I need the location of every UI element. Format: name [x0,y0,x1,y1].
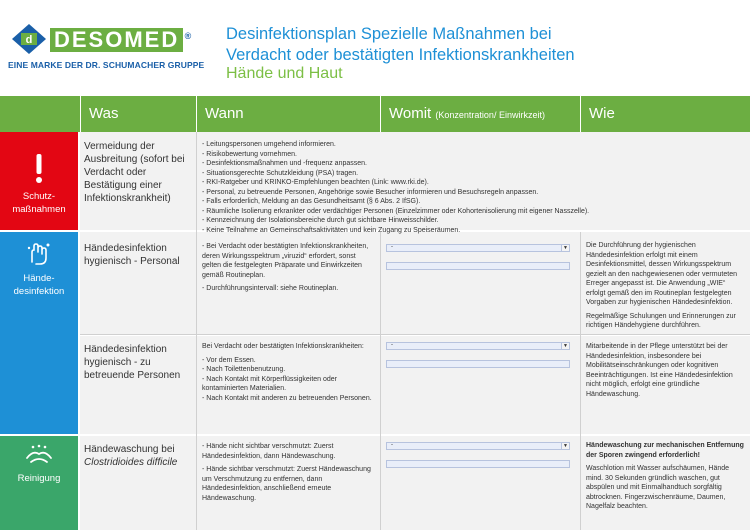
row2-wann-list: - Bei Verdacht oder bestätigten Infektionskrankheiten, deren Wirkungsspektrum „viruzid“ erfordert, sonst gelten die festgelegten Präparate und Einwirkzeiten gemäß Routineplan. - Durchführungsintervall: siehe Routineplan. [202,242,372,298]
column-header-was: Was [80,96,196,132]
row2-product-select[interactable]: - ▼ [386,244,570,252]
category-reinigung [0,436,78,530]
row3-wann: Bei Verdacht oder bestätigten Infektionskrankheiten: - Vor dem Essen. - Nach Toilettenbenutzung. - Nach Kontakt mit Körperflüssigkeiten oder kontaminierten Materialien. - Nach Kontakt mit anderen zu betreuenden Personen. [202,342,372,403]
column-header-womit: Womit (Konzentration/ Einwirkzeit) [380,96,580,132]
page-subtitle: Hände und Haut [226,65,343,82]
row4-wie: Händewaschung zur mechanischen Entfernung der Sporen zwingend erforderlich! Waschlotion mit Wasser aufschäumen, Hände mind. 30 Sekunden gründlich waschen, gut abspülen und mit Einmalhandtuch sorgfältig abtrocknen. Fingerzwischenräume, Daumen, Nagelfalz beachten. [586,442,744,510]
category-label: Hände- desinfektion [13,273,65,297]
row2-wie: Die Durchführung der hygienischen Händedesinfektion erfolgt mit einem Desinfektionsmittel, dessen Wirkungsspektrum gezielt an den nachgewiesenen oder vermuteten Erreger angepasst ist. Die Anwendung „WIE“ erfolgt gemäß den im Routineplan festgelegten Vorgaben zur hygienischen Händedesinfektion. Regelmäßige Schulungen und Erinnerungen zur richtigen Händehygiene durchführen. [586,242,737,329]
category-haendedesinfektion [0,232,78,434]
chevron-down-icon: ▼ [561,443,569,449]
category-label: Schutz- maßnahmen [12,191,66,215]
category-label: Reinigung [17,473,61,484]
logo-letter: d [25,34,33,46]
row4-wann-list: - Hände nicht sichtbar verschmutzt: Zuerst Händedesinfektion, dann Händewaschung. - Hände sichtbar verschmutzt: Zuerst Händewaschung um Verschmutzung zu entfernen, dann Händedesinfektion, anschließend erneute Händewaschung. [202,442,372,507]
wash-hands-icon [25,444,53,466]
hand-sanitize-icon [26,242,52,266]
row1-wann-list: - Leitungspersonen umgehend informieren. - Risikobewertung vornehmen. - Desinfektionsmaßnahmen und -frequenz anpassen. - Situationsgerechte Schutzkleidung (PSA) tragen. - RKI-Ratgeber und KRINKO-Empfehlungen beachten (Link: www.rki.de). - Personal, zu betreuende Personen, Angehörige sowie Besucher informieren und Besuchsregeln anpassen. - Falls erforderlich, Meldung an das Gesundheitsamt (§ 6 Abs. 2 IfSG). - Räumliche Isolierung erkrankter oder verdächtiger Personen (Einzelzimmer oder Kohortenisolierung mit eigener Nasszelle). - Kennzeichnung der Isolationsbereiche durch gut sichtbare Hinweisschilder. - Keine Teilnahme an Gemeinschaftsaktivitäten und kein Zugang zu Speiseräumen. [202,140,747,235]
row1-was: Vermeidung der Ausbreitung (sofort bei Verdacht oder Bestätigung einer Infektionskrankheit) [84,141,185,204]
page-title: Desinfektionsplan Spezielle Maßnahmen bei Verdacht oder bestätigten Infektionskrankheiten [226,25,575,64]
table-header [0,96,750,132]
row4-concentration-field[interactable] [386,460,570,468]
category-schutzmassnahmen [0,132,78,230]
column-header-wie: Wie [580,96,750,132]
row3-concentration-field[interactable] [386,360,570,368]
row3-wie: Mitarbeitende in der Pflege unterstützt bei der Händedesinfektion, insbesondere bei Mobilitätseinschränkungen oder kognitiven Beeinträchtigungen. Ist eine Händedesinfektion nicht möglich, erfolgt eine gründliche Händewaschung. [586,343,733,398]
row3-was: Händedesinfektion hygienisch - zu betreuende Personen [84,344,181,381]
brand-logo [8,10,208,72]
row2-was: Händedesinfektion hygienisch - Personal [84,243,180,267]
brand-name: DESOMED ® [50,28,183,52]
row2-concentration-field[interactable] [386,262,570,270]
row4-product-select[interactable]: - ▼ [386,442,570,450]
column-header-wann: Wann [196,96,380,132]
exclamation-icon [32,152,46,186]
brand-tagline: EINE MARKE DER DR. SCHUMACHER GRUPPE [8,60,205,70]
logo-mark-icon [12,24,46,54]
header-category-cell [0,96,80,132]
chevron-down-icon: ▼ [561,245,569,251]
row3-product-select[interactable]: - ▼ [386,342,570,350]
chevron-down-icon: ▼ [561,343,569,349]
row4-was: Händewaschung bei Clostridioides difficile [84,444,178,468]
